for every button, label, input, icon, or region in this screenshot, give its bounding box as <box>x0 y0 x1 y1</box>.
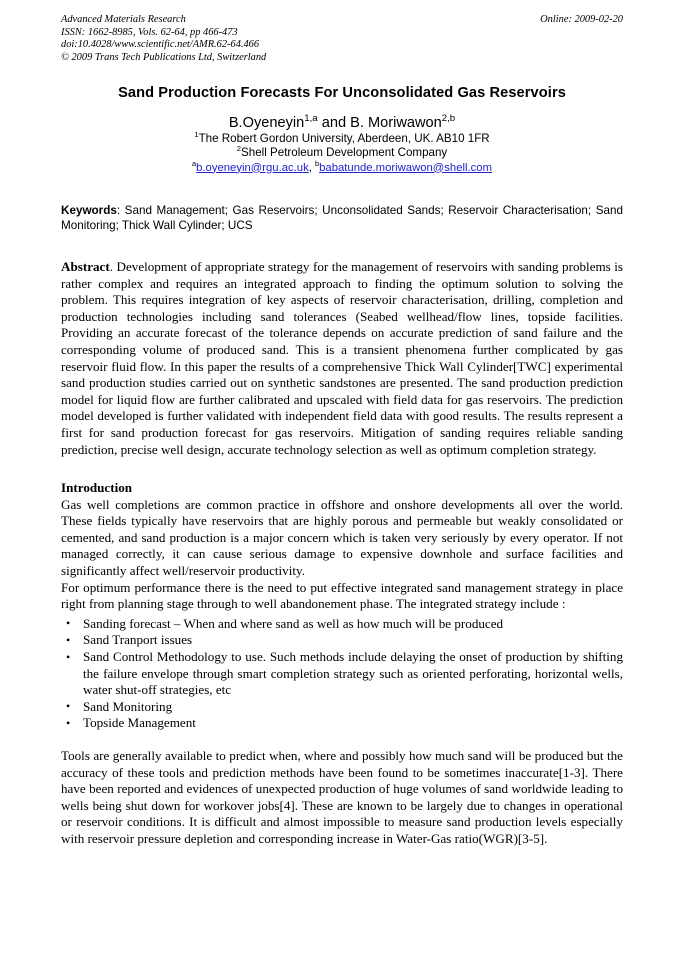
abstract-label: Abstract <box>61 258 110 274</box>
journal-doi: doi:10.4028/www.scientific.net/AMR.62-64.466 <box>61 39 260 51</box>
affiliation-one-superscript: 1 <box>194 130 199 140</box>
strategy-bullet-list <box>61 616 623 732</box>
journal-copyright: © 2009 Trans Tech Publications Ltd, Switzerland <box>61 51 267 63</box>
email-separator: , <box>308 161 315 174</box>
email-one-superscript: a <box>192 158 197 168</box>
keywords-text: Sand Management; Gas Reservoirs; Unconsolidated Sands; Reservoir Characterisation; Sand Monitoring; Thick Wall Cylinder; UCS <box>61 203 623 232</box>
affiliation-two-text: Shell Petroleum Development Company <box>241 145 448 159</box>
author-two-name: B. Moriwawon <box>350 115 442 132</box>
introduction-paragraph-2: For optimum performance there is the need to put effective integrated sand management strategy in place right from planning stage through to well abandonement phase. The integrated strategy include : <box>61 579 623 612</box>
author-one-superscript: 1,a <box>304 113 318 125</box>
author-emails-line <box>61 158 623 175</box>
keywords-separator: : <box>116 203 125 217</box>
list-item: • Sanding forecast – When and where sand as well as how much will be produced <box>61 616 623 633</box>
email-one-link[interactable]: b.oyeneyin@rgu.ac.uk <box>196 161 309 174</box>
list-item: • Topside Management <box>61 715 623 732</box>
abstract-text: Development of appropriate strategy for the management of reservoirs with sanding problems is rather complex and requires an integrated approach to finding the optimum solution to solving the problem. This requires integration of key aspects of reservoir characterisation, drilling, completion and production technologies including sand tolerances (Seabed wellhead/flow lines, topside facilities. Providing an accurate forecast of the tolerance depends on accurate prediction of sand failure and the corresponding volume of produced sand. This is a transient phenomena further complicated by gas reservoir fluid flow. In this paper the results of a comprehensive Thick Wall Cylinder[TWC] experimental sand production studies carried out on synthetic sandstones are presented. The sand production prediction model for liquid flow are further calibrated and upscaled with field data for gas reservoirs. The prediction model developed is further validated with independent field data with good results. The results represent a first for sand production forecast for gas reservoirs. Mitigation of sanding requires reliable sanding prediction, precise well design, accurate technology selection as well as optimum completion strategy. <box>61 258 624 457</box>
author-names-line <box>61 115 623 132</box>
author-two-superscript: 2,b <box>441 113 456 125</box>
email-two-link[interactable]: babatunde.moriwawon@shell.com <box>319 161 492 174</box>
list-item: • Sand Monitoring <box>61 699 623 716</box>
author-conjunction: and <box>317 115 351 132</box>
paper-title: Sand Production Forecasts For Unconsolidated Gas Reservoirs <box>118 85 566 102</box>
abstract-separator: . <box>109 258 117 274</box>
affiliation-one-text: The Robert Gordon University, Aberdeen, UK. AB10 1FR <box>198 132 490 146</box>
affiliation-one-line <box>61 132 623 146</box>
affiliation-two-superscript: 2 <box>236 144 242 154</box>
list-item: • Sand Control Methodology to use. Such methods include delaying the onset of production by shifting the failure envelope through smart completion strategy such as oriented perforating, horizontal wells, water shut-off strategies, etc <box>61 649 623 699</box>
author-block <box>61 115 623 174</box>
journal-issn-volume: ISSN: 1662-8985, Vols. 62-64, pp 466-473 <box>61 26 238 38</box>
keywords-label: Keywords <box>61 203 117 217</box>
journal-name: Advanced Materials Research <box>61 14 186 25</box>
email-two-superscript: b <box>315 158 320 168</box>
introduction-paragraph-1: Gas well completions are common practice in offshore and onshore developments all over the world. These fields typically have reservoirs that are highly porous and permeable but weakly consolidated or cemented, and sand production is a major concern which is taken very seriously by every operator. If not managed correctly, it can cause serious damage to expensive downhole and surface facilities and significantly affect well/reservoir productivity. <box>61 496 623 579</box>
list-item: • Sand Tranport issues <box>61 632 623 649</box>
author-one-name: B.Oyeneyin <box>228 115 305 132</box>
keywords-section <box>61 203 623 233</box>
journal-header <box>61 14 623 64</box>
abstract-section <box>61 259 623 458</box>
introduction-paragraph-3: Tools are generally available to predict when, where and possibly how much sand will be produced but the accuracy of these tools and prediction methods have been found to be sometimes inaccurate[1-3]. There have been reported and evidences of unexpected production of huge volumes of sand worldwide leading to wells being shut down for workover jobs[4]. These are known to be largely due to changes in operational or reservoir conditions. It is difficult and almost impossible to measure sand production levels especially with reservoir pressure depletion and corresponding increase in Water-Gas ratio(WGR)[3-5]. <box>61 748 623 846</box>
online-publication-date: Online: 2009-02-20 <box>540 14 623 25</box>
introduction-heading: Introduction <box>61 480 133 496</box>
affiliation-two-line <box>61 146 623 160</box>
